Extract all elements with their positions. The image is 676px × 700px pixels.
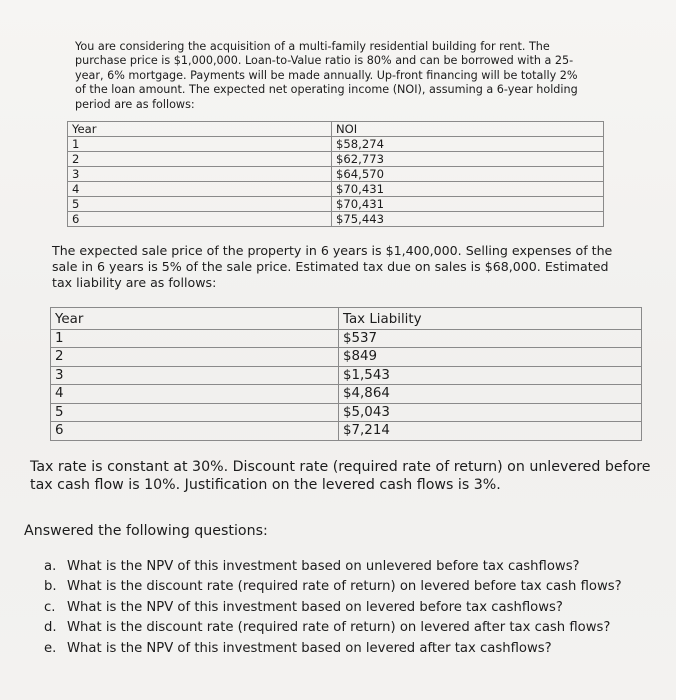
noi-value-cell: $62,773 [332, 152, 604, 167]
question-marker: c. [44, 599, 56, 615]
table-row [68, 212, 604, 227]
noi-table [67, 121, 604, 227]
rates-paragraph: Tax rate is constant at 30%. Discount rate (required rate of return) on unlevered before tax cash flow is 10%. Justification on the levered cash flows is 3%. [30, 459, 651, 494]
table-row [51, 348, 642, 367]
question-marker: b. [44, 579, 57, 595]
question-text: What is the NPV of this investment based on levered before tax cashflows? [67, 599, 563, 615]
question-item [44, 557, 674, 577]
noi-year-cell: 4 [68, 182, 332, 197]
table-row [68, 182, 604, 197]
tax-year-cell: 3 [51, 366, 339, 385]
tax-value-cell: $849 [339, 348, 642, 367]
tax-value-cell: $7,214 [339, 422, 642, 441]
tax-year-cell: 4 [51, 385, 339, 404]
question-text: What is the discount rate (required rate of return) on levered before tax cash flows? [67, 579, 622, 595]
question-item [44, 577, 674, 597]
questions-list [44, 557, 674, 659]
questions-heading: Answered the following questions: [24, 523, 268, 539]
question-text: What is the discount rate (required rate of return) on levered after tax cash flows? [67, 620, 611, 636]
noi-header-year: Year [68, 122, 332, 137]
table-row [51, 329, 642, 348]
table-row [68, 167, 604, 182]
intro-paragraph: You are considering the acquisition of a multi-family residential building for rent. The purchase price is $1,000,000. Loan-to-Value ratio is 80% and can be borrowed with a 25-year, 6% mortgage. Payments will be made annually. Up-front financing will be totally 2% of the loan amount. The expected net operating income (NOI), assuming a 6-year holding period are as follows: [75, 40, 578, 111]
question-item [44, 598, 674, 618]
tax-value-cell: $537 [339, 329, 642, 348]
noi-year-cell: 6 [68, 212, 332, 227]
noi-header-noi: NOI [332, 122, 604, 137]
tax-header-liability: Tax Liability [339, 308, 642, 330]
table-row [51, 422, 642, 441]
table-row [68, 152, 604, 167]
question-marker: d. [44, 620, 57, 636]
noi-year-cell: 5 [68, 197, 332, 212]
noi-year-cell: 2 [68, 152, 332, 167]
question-item [44, 618, 674, 638]
tax-year-cell: 2 [51, 348, 339, 367]
tax-year-cell: 1 [51, 329, 339, 348]
noi-value-cell: $70,431 [332, 197, 604, 212]
tax-header-year: Year [51, 308, 339, 330]
table-row [51, 385, 642, 404]
question-item [44, 639, 674, 659]
table-row [51, 366, 642, 385]
tax-table-header [51, 308, 642, 330]
tax-value-cell: $1,543 [339, 366, 642, 385]
question-text: What is the NPV of this investment based on unlevered before tax cashflows? [67, 559, 580, 574]
table-row [68, 197, 604, 212]
noi-year-cell: 3 [68, 167, 332, 182]
noi-value-cell: $64,570 [332, 167, 604, 182]
tax-liability-table [50, 307, 642, 441]
noi-table-header [68, 122, 604, 137]
tax-value-cell: $5,043 [339, 403, 642, 422]
tax-value-cell: $4,864 [339, 385, 642, 404]
sale-paragraph: The expected sale price of the property in 6 years is $1,400,000. Selling expenses of the sale in 6 years is 5% of the sale price. Estimated tax due on sales is $68,000. Estimated tax liability are as follows: [52, 243, 613, 291]
noi-value-cell: $58,274 [332, 137, 604, 152]
table-row [68, 137, 604, 152]
tax-year-cell: 6 [51, 422, 339, 441]
table-row [51, 403, 642, 422]
tax-year-cell: 5 [51, 403, 339, 422]
noi-value-cell: $75,443 [332, 212, 604, 227]
question-text: What is the NPV of this investment based on levered after tax cashflows? [67, 640, 552, 656]
question-marker: a. [44, 559, 57, 574]
noi-value-cell: $70,431 [332, 182, 604, 197]
question-marker: e. [44, 640, 57, 656]
noi-year-cell: 1 [68, 137, 332, 152]
